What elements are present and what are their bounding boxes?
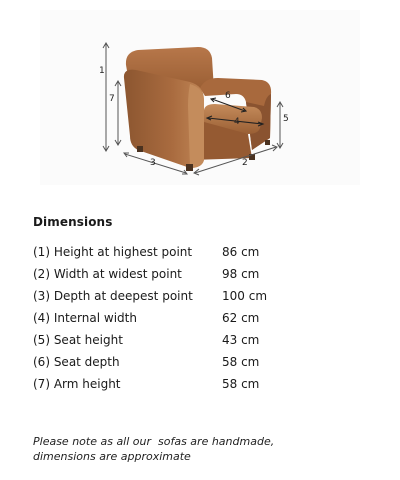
dimension-label: (7) Arm height — [33, 377, 121, 391]
dimensions-list — [33, 242, 363, 396]
dimension-value: 86 cm — [222, 245, 260, 259]
section-title: Dimensions — [33, 215, 113, 229]
dimension-marker-3: 3 — [150, 158, 156, 168]
dimension-value: 58 cm — [222, 377, 260, 391]
dimension-marker-2: 2 — [242, 158, 248, 168]
dimension-row-depth — [33, 286, 363, 308]
dimension-row-arm-height — [33, 374, 363, 396]
dimension-row-width — [33, 264, 363, 286]
chair-leg — [186, 164, 193, 171]
chair-leg — [265, 140, 270, 145]
dimension-marker-7: 7 — [109, 94, 115, 104]
note-line: dimensions are approximate — [33, 450, 191, 463]
dimension-label: (5) Seat height — [33, 333, 123, 347]
dimension-row-internal-width — [33, 308, 363, 330]
note-line: Please note as all our sofas are handmade, — [33, 435, 275, 448]
dimension-value: 43 cm — [222, 333, 260, 347]
dimension-marker-1: 1 — [99, 66, 105, 76]
dimension-value: 98 cm — [222, 267, 260, 281]
chair-leg — [137, 146, 143, 152]
dimension-label: (6) Seat depth — [33, 355, 120, 369]
dimension-row-height — [33, 242, 363, 264]
dimension-label: (3) Depth at deepest point — [33, 289, 193, 303]
handmade-note — [33, 434, 363, 464]
dimension-marker-6: 6 — [225, 91, 231, 101]
dimension-row-seat-depth — [33, 352, 363, 374]
dimension-label: (2) Width at widest point — [33, 267, 182, 281]
dimension-row-seat-height — [33, 330, 363, 352]
dimension-marker-4: 4 — [234, 117, 240, 127]
dimension-marker-5: 5 — [283, 114, 289, 124]
armchair-illustration — [40, 10, 360, 185]
dimension-value: 62 cm — [222, 311, 260, 325]
dimension-label: (4) Internal width — [33, 311, 137, 325]
dimension-value: 58 cm — [222, 355, 260, 369]
dimension-value: 100 cm — [222, 289, 268, 303]
dimension-label: (1) Height at highest point — [33, 245, 193, 259]
armchair-dimension-diagram — [40, 10, 360, 185]
